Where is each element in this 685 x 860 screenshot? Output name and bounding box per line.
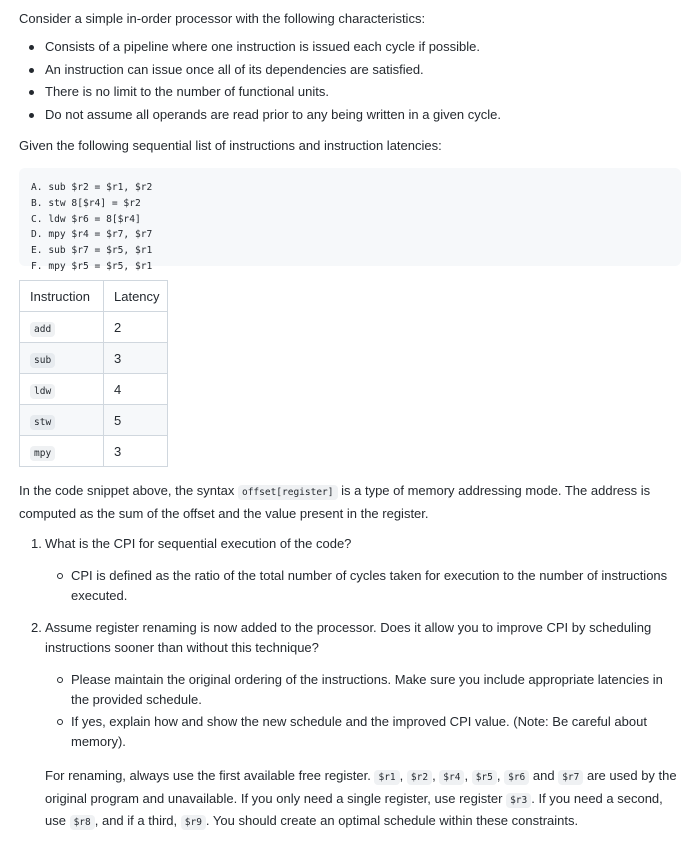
register-code: $r8	[70, 815, 95, 830]
given-text: Given the following sequential list of instructions and instruction latencies:	[19, 138, 442, 153]
register-code: $r9	[181, 815, 206, 830]
renaming-text: . You should create an optimal schedule within these constraints.	[205, 813, 579, 828]
instruction-cell	[20, 374, 104, 405]
table-row	[20, 436, 168, 467]
register-code: $r5	[472, 770, 497, 785]
document	[19, 9, 681, 834]
table-row	[20, 374, 168, 405]
register-code: $r3	[506, 793, 531, 808]
renaming-text: ,	[496, 768, 505, 783]
table-header-row	[20, 281, 168, 312]
instruction-cell	[20, 343, 104, 374]
table-row	[20, 312, 168, 343]
addressing-text-before: In the code snippet above, the syntax	[19, 483, 238, 498]
list-item	[19, 105, 681, 128]
characteristics-list	[19, 37, 681, 127]
renaming-text: ,	[464, 768, 472, 783]
latency-cell: 3	[104, 343, 168, 374]
instruction-code: sub	[30, 353, 55, 368]
note-item	[45, 670, 681, 710]
circle-bullet-icon	[57, 719, 63, 725]
renaming-text: and	[529, 768, 559, 783]
note-item	[45, 566, 681, 606]
question-number: 1.	[31, 536, 42, 551]
list-item-text: An instruction can issue once all of its dependencies are satisfied.	[45, 61, 424, 77]
code-line: E. sub $r7 = $r5, $r1	[31, 245, 153, 257]
renaming-text: . If you need a second, use	[45, 790, 663, 828]
column-header-instruction: Instruction	[20, 281, 104, 312]
question-notes	[45, 566, 681, 606]
addressing-text-after: is a type of memory addressing mode. The address is computed as the sum of the offset and the value present in the register.	[19, 483, 651, 521]
instruction-cell	[20, 436, 104, 467]
instruction-code: mpy	[30, 446, 55, 461]
table-row	[20, 343, 168, 374]
note-text: CPI is defined as the ratio of the total number of cycles taken for execution to the number of instructions executed.	[71, 568, 668, 603]
register-code: $r4	[439, 770, 464, 785]
question-text: What is the CPI for sequential execution of the code?	[45, 536, 352, 551]
code-line: D. mpy $r4 = $r7, $r7	[31, 229, 153, 241]
addressing-code: offset[register]	[238, 485, 338, 500]
question-item	[19, 618, 681, 834]
list-item	[19, 37, 681, 60]
bullet-icon	[29, 45, 34, 50]
addressing-paragraph	[19, 480, 681, 524]
instruction-cell	[20, 405, 104, 436]
code-line: A. sub $r2 = $r1, $r2	[31, 182, 153, 193]
note-text: If yes, explain how and show the new schedule and the improved CPI value. (Note: Be careful about memory).	[71, 714, 647, 749]
instruction-cell	[20, 312, 104, 343]
circle-bullet-icon	[57, 573, 63, 579]
register-code: $r1	[374, 770, 399, 785]
question-item	[19, 534, 681, 606]
latency-cell: 4	[104, 374, 168, 405]
latency-cell: 5	[104, 405, 168, 436]
circle-bullet-icon	[57, 677, 63, 683]
code-line: B. stw 8[$r4] = $r2	[31, 197, 141, 209]
list-item-text: There is no limit to the number of functional units.	[45, 84, 329, 99]
latency-cell: 2	[104, 312, 168, 343]
instruction-code: ldw	[30, 384, 55, 399]
code-line: F. mpy $r5 = $r5, $r1	[31, 260, 153, 272]
list-item	[19, 82, 681, 105]
code-block[interactable]	[19, 168, 681, 272]
register-code: $r2	[407, 770, 432, 785]
renaming-text: For renaming, always use the first available free register.	[45, 768, 375, 783]
register-code: $r7	[558, 770, 583, 785]
note-item	[45, 712, 681, 752]
instruction-code: stw	[30, 415, 55, 430]
question-text: Assume register renaming is now added to the processor. Does it allow you to improve CPI by scheduling instructions sooner than without this technique?	[45, 620, 652, 655]
note-text: Please maintain the original ordering of the instructions. Make sure you include appropriate latencies in the provided schedule.	[71, 672, 663, 707]
code-line: C. ldw $r6 = 8[$r4]	[31, 213, 141, 225]
list-item-text: Do not assume all operands are read prior to any being written in a given cycle.	[45, 106, 501, 122]
question-notes	[45, 670, 681, 752]
bullet-icon	[29, 68, 34, 73]
intro-text: Consider a simple in-order processor with the following characteristics:	[19, 11, 426, 26]
column-header-latency: Latency	[104, 281, 168, 312]
table-row	[20, 405, 168, 436]
questions-list	[19, 534, 681, 834]
bullet-icon	[29, 90, 34, 95]
renaming-text: , and if a third,	[94, 813, 181, 828]
question-number: 2.	[31, 620, 42, 635]
instruction-code: add	[30, 322, 55, 337]
renaming-text: ,	[432, 768, 440, 783]
register-code: $r6	[504, 770, 529, 785]
bullet-icon	[29, 113, 34, 118]
latency-table	[19, 280, 168, 467]
list-item-text: Consists of a pipeline where one instruction is issued each cycle if possible.	[45, 39, 481, 54]
list-item	[19, 60, 681, 83]
renaming-text: ,	[399, 768, 407, 783]
renaming-text: are used by the original program and unavailable. If you only need a single register, use register	[45, 768, 677, 806]
renaming-paragraph	[45, 766, 681, 834]
latency-cell: 3	[104, 436, 168, 467]
